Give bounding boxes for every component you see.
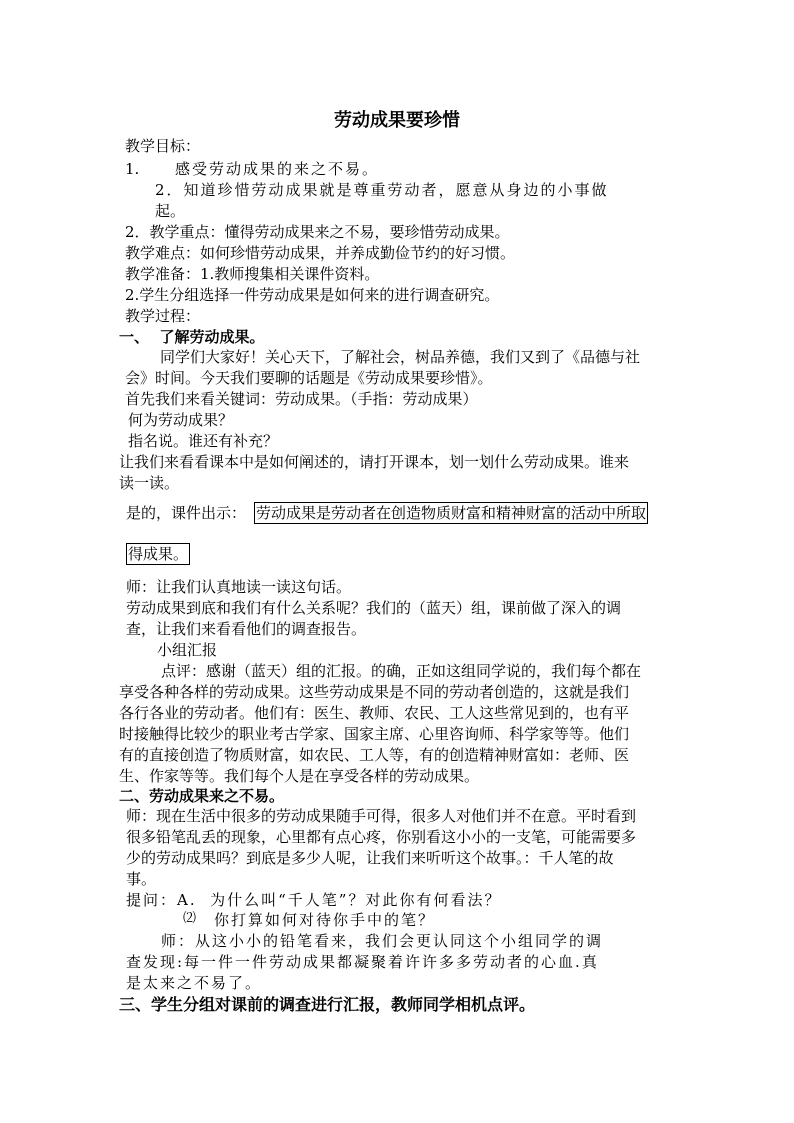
list-number: ⑵ — [183, 911, 197, 926]
text-line: 是太来之不易了。 — [126, 974, 263, 992]
boxed-definition-end: 得成果。 — [128, 545, 189, 563]
boxed-definition: 劳动成果是劳动者在创造物质财富和精神财富的活动中所取 — [256, 504, 647, 522]
text-line: 小组汇报 — [157, 641, 218, 659]
text-line: 读一读。 — [119, 474, 180, 492]
section-heading: 一、 了解劳动成果。 — [119, 328, 265, 346]
text-line: 有的直接创造了物质财富，如农民、工人等，有的创造精神财富如：老师、医 — [119, 746, 630, 764]
text-line: 查发现:每一件一件劳动成果都凝聚着许许多多劳动者的心血.真 — [126, 953, 599, 971]
text-line: 少的劳动成果吗？到底是多少人呢，让我们来听听这个故事。：千人笔的故 — [126, 849, 614, 867]
text-line: 起。 — [155, 202, 186, 220]
text-line: 同学们大家好！关心天下，了解社会，树品养德，我们又到了《品德与社 — [160, 348, 641, 366]
text-line: 会》时间。今天我们要聊的话题是《劳动成果要珍惜》。 — [125, 369, 493, 387]
text-line: 点评：感谢（蓝天）组的汇报。的确，正如这组同学说的，我们每个都在 — [161, 662, 642, 680]
text-line: 教学难点：如何珍惜劳动成果，并养成勤俭节约的好习惯。 — [125, 244, 516, 262]
text-line: 时接触得比较少的职业考古学家、国家主席、心里咨询师、科学家等等。他们 — [119, 725, 630, 743]
text-line: 2．教学重点：懂得劳动成果来之不易，要珍惜劳动成果。 — [125, 223, 510, 241]
text-line: 劳动成果到底和我们有什么关系呢？我们的（蓝天）组，课前做了深入的调 — [126, 599, 622, 617]
text-line: 指名说。谁还有补充？ — [128, 432, 279, 450]
text-line: 师：从这小小的铅笔看来，我们会更认同这个小组同学的调 — [161, 932, 604, 950]
text-line: 很多铅笔乱丢的现象，心里都有点心疼，你别看这小小的一支笔，可能需要多 — [126, 828, 637, 846]
text-line: 让我们来看看课本中是如何阐述的，请打开课本，划一划什么劳动成果。谁来 — [119, 453, 630, 471]
text-line: 各行各业的劳动者。他们有：医生、教师、农民、工人这些常见到的，也有平 — [119, 704, 630, 722]
text-line: 教学过程： — [125, 307, 201, 325]
text-line: 感受劳动成果的来之不易。 — [175, 160, 380, 178]
text-line: 生、作家等等。我们每个人是在享受各样的劳动成果。 — [119, 767, 480, 785]
section-heading: 二、劳动成果来之不易。 — [119, 787, 285, 805]
text-line: 2.学生分组选择一件劳动成果是如何来的进行调查研究。 — [125, 286, 500, 304]
section-heading: 三、学生分组对课前的调查进行汇报，教师同学相机点评。 — [119, 995, 536, 1014]
text-line: 提问：A. 为什么叫“千人笔”？对此你有何看法？ — [126, 891, 502, 909]
text-line: 查，让我们来看看他们的调查报告。 — [126, 620, 367, 638]
text-line: 事。 — [126, 870, 157, 888]
text-line: 教学准备：1.教师搜集相关课件资料。 — [125, 265, 380, 283]
page-title: 劳动成果要珍惜 — [334, 110, 460, 131]
text-line: 首先我们来看关键词：劳动成果。（手指：劳动成果） — [125, 390, 478, 408]
text-line: 师：让我们认真地读一读这句话。 — [126, 578, 352, 596]
text-line: 是的，课件出示： — [126, 504, 247, 522]
text-line: 你打算如何对待你手中的笔？ — [214, 911, 436, 929]
text-line: 教学目标： — [125, 137, 201, 155]
list-number: 1. — [125, 160, 140, 178]
text-line: 师：现在生活中很多的劳动成果随手可得，很多人对他们并不在意。平时看到 — [126, 807, 637, 825]
text-line: 享受各种各样的劳动成果。这些劳动成果是不同的劳动者创造的，这就是我们 — [119, 683, 630, 701]
text-line: 何为劳动成果？ — [128, 411, 234, 429]
text-line: 2．知道珍惜劳动成果就是尊重劳动者，愿意从身边的小事做 — [155, 181, 609, 199]
